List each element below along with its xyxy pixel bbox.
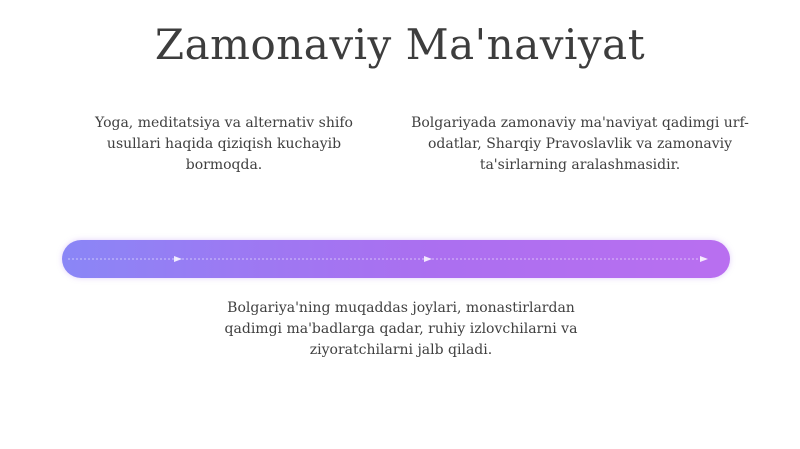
text-block-left: Yoga, meditatsiya va alternativ shifo usullari haqida qiziqish kuchayib bormoqda.: [95, 115, 353, 173]
arrow-icon: [424, 256, 432, 262]
timeline-arrows: [62, 240, 730, 278]
text-block-right: Bolgariyada zamonaviy ma'naviyat qadimgi urf-odatlar, Sharqiy Pravoslavlik va zamonaviy ta'sirlarning aralashmasidir.: [411, 115, 749, 173]
arrow-icon: [174, 256, 182, 262]
timeline-bar: [62, 240, 730, 278]
text-block-bottom: Bolgariya'ning muqaddas joylari, monastirlardan qadimgi ma'badlarga qadar, ruhiy izlovchilarni va ziyoratchilarni jalb qiladi.: [224, 300, 578, 358]
slide-title: Zamonaviy Ma'naviyat: [154, 20, 646, 69]
arrow-icon: [700, 256, 708, 262]
